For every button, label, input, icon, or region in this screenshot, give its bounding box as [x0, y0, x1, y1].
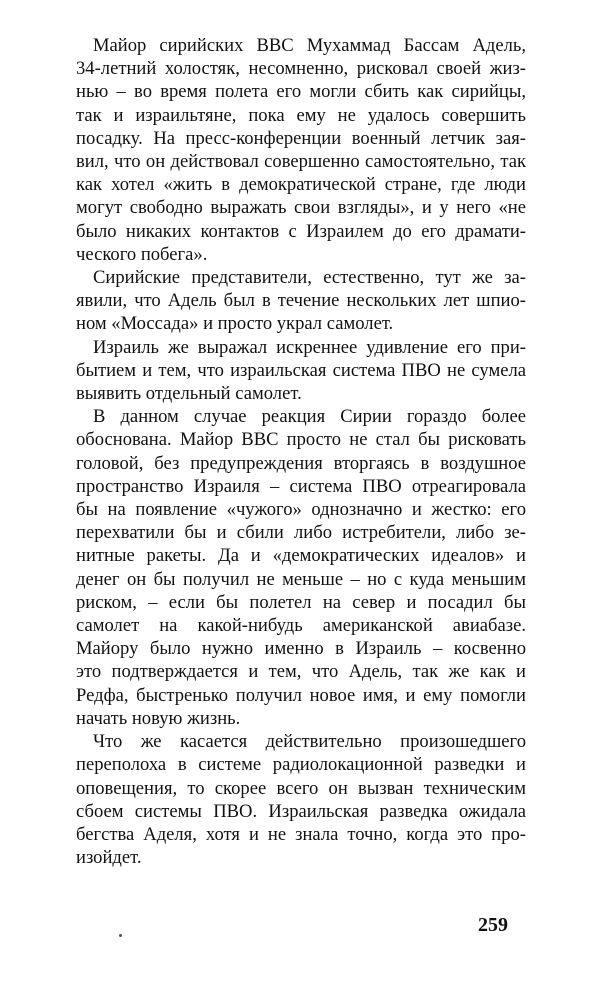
text-line: Майор сирийских ВВС Мухаммад Бассам Адель,: [93, 35, 526, 56]
print-speck: [119, 934, 122, 937]
text-line: явили, что Адель был в течение нескольких лет шпио-: [76, 290, 526, 312]
text-line: самолет на какой-нибудь американской авиабазе.: [76, 615, 526, 637]
text-line: изойдет.: [76, 847, 142, 869]
text-line: как хотел «жить в демократической стране, где люди: [76, 174, 526, 196]
text-line: перехватили бы и сбили либо истребители, либо зе-: [76, 522, 526, 544]
text-line: бы на появление «чужого» однозначно и жестко: его: [76, 499, 526, 521]
paragraph: [76, 730, 526, 869]
text-line: бытием и тем, что израильская система ПВО не сумела: [76, 359, 526, 381]
text-line: это подтверждается и тем, что Адель, так же как и: [76, 661, 526, 683]
text-line: 34-летний холостяк, несомненно, рисковал своей жиз-: [76, 58, 526, 80]
text-line: бегства Аделя, хотя и не знала точно, когда это про-: [76, 823, 526, 845]
paragraph: [76, 405, 526, 730]
text-line: оповещения, то скорее всего он вызван техническим: [76, 777, 526, 799]
text-line: обоснована. Майор ВВС просто не стал бы рисковать: [76, 429, 526, 451]
page-body: [76, 34, 526, 869]
text-line: Майору было нужно именно в Израиль – косвенно: [76, 638, 526, 660]
text-line: посадку. На пресс-конференции военный летчик зая-: [76, 127, 526, 149]
text-line: переполоха в системе радиолокационной разведки и: [76, 754, 526, 776]
text-line: начать новую жизнь.: [76, 707, 241, 729]
text-line: Израиль же выражал искреннее удивление его при-: [93, 336, 526, 358]
text-line: головой, без предупреждения вторгаясь в воздушное: [76, 452, 526, 474]
text-line: риском, – если бы полетел на север и посадил бы: [76, 591, 526, 613]
paragraph: [76, 34, 526, 266]
page-number: 259: [478, 914, 508, 936]
text-line: ном «Моссада» и просто украл самолет.: [76, 313, 394, 335]
text-line: сбоем системы ПВО. Израильская разведка ожидала: [76, 800, 526, 822]
text-line: пространство Израиля – система ПВО отреагировала: [76, 475, 526, 497]
paragraph: [76, 336, 526, 406]
text-line: вил, что он действовал совершенно самостоятельно, так: [76, 151, 526, 173]
text-line: Сирийские представители, естественно, тут же за-: [93, 267, 526, 289]
text-line: денег он бы получил не меньше – но с куда меньшим: [76, 568, 526, 590]
text-line: ческого побега».: [76, 243, 208, 265]
text-line: могут свободно выражать свои взгляды», и у него «не: [76, 197, 526, 219]
text-line: нитные ракеты. Да и «демократических идеалов» и: [76, 545, 526, 567]
text-line: Что же касается действительно произошедшего: [93, 731, 526, 753]
text-line: Редфа, быстренько получил новое имя, и ему помогли: [76, 684, 526, 706]
text-line: В данном случае реакция Сирии гораздо более: [93, 406, 526, 428]
text-line: нью – во время полета его могли сбить как сирийцы,: [76, 81, 526, 103]
text-line: выявить отдельный самолет.: [76, 383, 302, 405]
paragraph: [76, 266, 526, 336]
text-line: так и израильтяне, пока ему не удалось совершить: [76, 104, 526, 126]
text-line: было никаких контактов с Израилем до его драмати-: [76, 220, 526, 242]
